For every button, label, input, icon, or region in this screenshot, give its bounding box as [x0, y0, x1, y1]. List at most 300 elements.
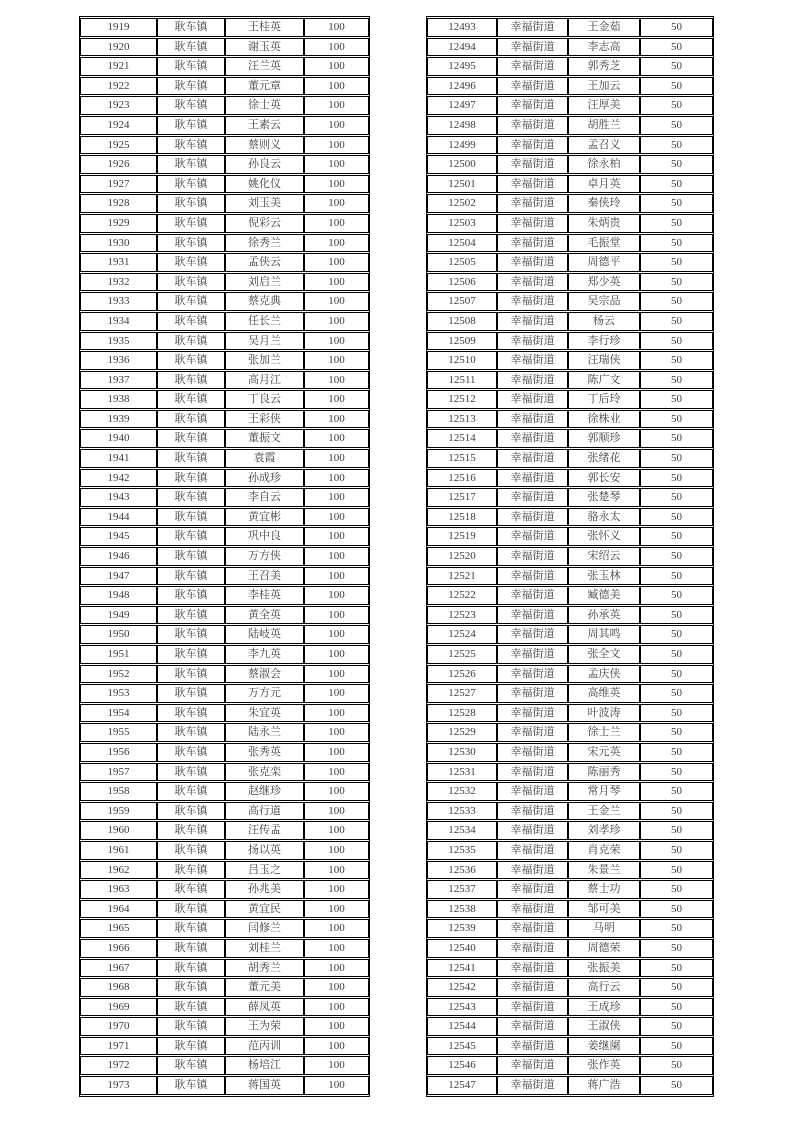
serial-cell: 1940 [80, 429, 157, 448]
region-cell: 幸福街道 [497, 684, 568, 703]
table-row [80, 978, 369, 997]
table-row [427, 763, 713, 782]
amount-cell: 50 [640, 332, 713, 351]
name-cell: 汪兰英 [225, 57, 304, 76]
serial-cell: 12543 [427, 998, 497, 1017]
region-cell: 耿车镇 [157, 919, 225, 938]
table-row [80, 214, 369, 233]
amount-cell: 100 [304, 234, 369, 253]
table-row [427, 410, 713, 429]
name-cell: 王桂英 [225, 18, 304, 37]
table-row [80, 841, 369, 860]
amount-cell: 100 [304, 586, 369, 605]
region-cell: 幸福街道 [497, 253, 568, 272]
amount-cell: 50 [640, 1056, 713, 1075]
amount-cell: 100 [304, 371, 369, 390]
amount-cell: 100 [304, 665, 369, 684]
table-row [80, 959, 369, 978]
serial-cell: 1930 [80, 234, 157, 253]
table-row [80, 508, 369, 527]
name-cell: 王加云 [568, 77, 640, 96]
amount-cell: 100 [304, 1076, 369, 1095]
table-row [80, 96, 369, 115]
serial-cell: 12520 [427, 547, 497, 566]
name-cell: 张加兰 [225, 351, 304, 370]
name-cell: 王金茹 [568, 18, 640, 37]
region-cell: 幸福街道 [497, 861, 568, 880]
region-cell: 耿车镇 [157, 723, 225, 742]
amount-cell: 50 [640, 919, 713, 938]
region-cell: 耿车镇 [157, 527, 225, 546]
amount-cell: 100 [304, 919, 369, 938]
name-cell: 万方侠 [225, 547, 304, 566]
serial-cell: 12500 [427, 155, 497, 174]
name-cell: 叶波涛 [568, 704, 640, 723]
amount-cell: 50 [640, 547, 713, 566]
serial-cell: 1959 [80, 802, 157, 821]
donation-table-left [79, 16, 370, 1097]
region-cell: 耿车镇 [157, 508, 225, 527]
serial-cell: 1942 [80, 469, 157, 488]
serial-cell: 12517 [427, 488, 497, 507]
region-cell: 幸福街道 [497, 821, 568, 840]
serial-cell: 12522 [427, 586, 497, 605]
region-cell: 幸福街道 [497, 18, 568, 37]
region-cell: 幸福街道 [497, 606, 568, 625]
region-cell: 幸福街道 [497, 38, 568, 57]
region-cell: 幸福街道 [497, 880, 568, 899]
table-row [80, 18, 369, 37]
region-cell: 幸福街道 [497, 802, 568, 821]
serial-cell: 12540 [427, 939, 497, 958]
serial-cell: 12535 [427, 841, 497, 860]
table-row [427, 959, 713, 978]
amount-cell: 50 [640, 1017, 713, 1036]
serial-cell: 1962 [80, 861, 157, 880]
region-cell: 幸福街道 [497, 449, 568, 468]
region-cell: 耿车镇 [157, 743, 225, 762]
region-cell: 幸福街道 [497, 136, 568, 155]
amount-cell: 100 [304, 136, 369, 155]
table-row [80, 488, 369, 507]
name-cell: 蒋国英 [225, 1076, 304, 1095]
name-cell: 王素云 [225, 116, 304, 135]
serial-cell: 1946 [80, 547, 157, 566]
name-cell: 巩中良 [225, 527, 304, 546]
serial-cell: 12532 [427, 782, 497, 801]
table-row [427, 469, 713, 488]
table-row [427, 1076, 713, 1095]
amount-cell: 100 [304, 351, 369, 370]
serial-cell: 1944 [80, 508, 157, 527]
region-cell: 幸福街道 [497, 469, 568, 488]
table-row [427, 136, 713, 155]
table-row [80, 312, 369, 331]
table-row [80, 567, 369, 586]
table-row [427, 351, 713, 370]
table-row [427, 116, 713, 135]
region-cell: 耿车镇 [157, 547, 225, 566]
amount-cell: 50 [640, 743, 713, 762]
table-row [427, 273, 713, 292]
name-cell: 杨培江 [225, 1056, 304, 1075]
region-cell: 幸福街道 [497, 919, 568, 938]
name-cell: 孟庆侠 [568, 665, 640, 684]
table-row [80, 351, 369, 370]
name-cell: 张怀义 [568, 527, 640, 546]
name-cell: 黄宜民 [225, 900, 304, 919]
serial-cell: 1923 [80, 96, 157, 115]
name-cell: 卓月英 [568, 175, 640, 194]
region-cell: 耿车镇 [157, 488, 225, 507]
amount-cell: 50 [640, 606, 713, 625]
amount-cell: 50 [640, 880, 713, 899]
table-row [80, 527, 369, 546]
name-cell: 黄宜彬 [225, 508, 304, 527]
region-cell: 幸福街道 [497, 332, 568, 351]
region-cell: 耿车镇 [157, 802, 225, 821]
region-cell: 耿车镇 [157, 312, 225, 331]
serial-cell: 12545 [427, 1037, 497, 1056]
amount-cell: 50 [640, 488, 713, 507]
name-cell: 孙成珍 [225, 469, 304, 488]
serial-cell: 12544 [427, 1017, 497, 1036]
region-cell: 幸福街道 [497, 723, 568, 742]
region-cell: 幸福街道 [497, 312, 568, 331]
table-row [427, 625, 713, 644]
name-cell: 董元美 [225, 978, 304, 997]
serial-cell: 12502 [427, 194, 497, 213]
table-row [427, 1017, 713, 1036]
table-row [427, 18, 713, 37]
serial-cell: 1952 [80, 665, 157, 684]
table-row [427, 704, 713, 723]
table-row [80, 429, 369, 448]
serial-cell: 1934 [80, 312, 157, 331]
name-cell: 马明 [568, 919, 640, 938]
table-row [427, 841, 713, 860]
region-cell: 耿车镇 [157, 567, 225, 586]
amount-cell: 100 [304, 880, 369, 899]
name-cell: 吴宗品 [568, 292, 640, 311]
name-cell: 王彩侠 [225, 410, 304, 429]
serial-cell: 1951 [80, 645, 157, 664]
region-cell: 幸福街道 [497, 351, 568, 370]
table-row [80, 292, 369, 311]
region-cell: 耿车镇 [157, 332, 225, 351]
region-cell: 幸福街道 [497, 214, 568, 233]
region-cell: 耿车镇 [157, 77, 225, 96]
table-row [427, 57, 713, 76]
serial-cell: 1928 [80, 194, 157, 213]
name-cell: 秦侠玲 [568, 194, 640, 213]
table-row [80, 234, 369, 253]
serial-cell: 1935 [80, 332, 157, 351]
amount-cell: 50 [640, 586, 713, 605]
name-cell: 蔡淑会 [225, 665, 304, 684]
region-cell: 耿车镇 [157, 214, 225, 233]
table-row [80, 586, 369, 605]
serial-cell: 1970 [80, 1017, 157, 1036]
amount-cell: 50 [640, 116, 713, 135]
name-cell: 杨云 [568, 312, 640, 331]
amount-cell: 100 [304, 978, 369, 997]
table-row [80, 410, 369, 429]
region-cell: 耿车镇 [157, 351, 225, 370]
amount-cell: 50 [640, 861, 713, 880]
region-cell: 幸福街道 [497, 1056, 568, 1075]
table-row [80, 606, 369, 625]
serial-cell: 12494 [427, 38, 497, 57]
table-row [427, 449, 713, 468]
serial-cell: 1950 [80, 625, 157, 644]
table-row [80, 802, 369, 821]
table-row [427, 194, 713, 213]
region-cell: 幸福街道 [497, 939, 568, 958]
table-row [80, 57, 369, 76]
amount-cell: 50 [640, 802, 713, 821]
name-cell: 李桂英 [225, 586, 304, 605]
name-cell: 徐株业 [568, 410, 640, 429]
serial-cell: 12507 [427, 292, 497, 311]
serial-cell: 12513 [427, 410, 497, 429]
region-cell: 耿车镇 [157, 292, 225, 311]
region-cell: 幸福街道 [497, 998, 568, 1017]
serial-cell: 1919 [80, 18, 157, 37]
table-row [427, 743, 713, 762]
table-row [80, 194, 369, 213]
region-cell: 幸福街道 [497, 959, 568, 978]
serial-cell: 12503 [427, 214, 497, 233]
name-cell: 张绪花 [568, 449, 640, 468]
region-cell: 幸福街道 [497, 194, 568, 213]
table-row [80, 665, 369, 684]
name-cell: 黄全英 [225, 606, 304, 625]
serial-cell: 1949 [80, 606, 157, 625]
serial-cell: 12512 [427, 390, 497, 409]
amount-cell: 50 [640, 567, 713, 586]
table-row [427, 586, 713, 605]
serial-cell: 1964 [80, 900, 157, 919]
serial-cell: 1932 [80, 273, 157, 292]
region-cell: 幸福街道 [497, 488, 568, 507]
region-cell: 耿车镇 [157, 96, 225, 115]
region-cell: 耿车镇 [157, 57, 225, 76]
serial-cell: 12496 [427, 77, 497, 96]
name-cell: 扬以英 [225, 841, 304, 860]
region-cell: 耿车镇 [157, 625, 225, 644]
name-cell: 邹可美 [568, 900, 640, 919]
amount-cell: 50 [640, 998, 713, 1017]
name-cell: 刘玉美 [225, 194, 304, 213]
region-cell: 幸福街道 [497, 155, 568, 174]
table-row [80, 919, 369, 938]
name-cell: 宋绍云 [568, 547, 640, 566]
region-cell: 耿车镇 [157, 273, 225, 292]
amount-cell: 50 [640, 77, 713, 96]
amount-cell: 100 [304, 821, 369, 840]
region-cell: 幸福街道 [497, 704, 568, 723]
amount-cell: 100 [304, 312, 369, 331]
serial-cell: 1948 [80, 586, 157, 605]
serial-cell: 1971 [80, 1037, 157, 1056]
name-cell: 闫修兰 [225, 919, 304, 938]
name-cell: 蔡克典 [225, 292, 304, 311]
table-row [427, 175, 713, 194]
table-row [427, 1037, 713, 1056]
table-row [427, 567, 713, 586]
serial-cell: 1955 [80, 723, 157, 742]
amount-cell: 50 [640, 292, 713, 311]
region-cell: 耿车镇 [157, 763, 225, 782]
name-cell: 郭秀芝 [568, 57, 640, 76]
table-row [80, 625, 369, 644]
serial-cell: 12501 [427, 175, 497, 194]
name-cell: 袁霞 [225, 449, 304, 468]
amount-cell: 50 [640, 96, 713, 115]
amount-cell: 50 [640, 136, 713, 155]
serial-cell: 1925 [80, 136, 157, 155]
serial-cell: 1929 [80, 214, 157, 233]
serial-cell: 12518 [427, 508, 497, 527]
name-cell: 陈丽秀 [568, 763, 640, 782]
region-cell: 耿车镇 [157, 429, 225, 448]
amount-cell: 100 [304, 959, 369, 978]
table-row [427, 38, 713, 57]
amount-cell: 100 [304, 38, 369, 57]
amount-cell: 50 [640, 900, 713, 919]
amount-cell: 100 [304, 998, 369, 1017]
table-row [80, 116, 369, 135]
name-cell: 周德平 [568, 253, 640, 272]
region-cell: 幸福街道 [497, 371, 568, 390]
table-row [80, 1056, 369, 1075]
donation-table-right [426, 16, 714, 1097]
table-row [80, 998, 369, 1017]
table-row [80, 273, 369, 292]
region-cell: 耿车镇 [157, 841, 225, 860]
table-row [80, 939, 369, 958]
amount-cell: 100 [304, 861, 369, 880]
region-cell: 耿车镇 [157, 684, 225, 703]
table-row [427, 77, 713, 96]
serial-cell: 12498 [427, 116, 497, 135]
amount-cell: 50 [640, 253, 713, 272]
region-cell: 幸福街道 [497, 665, 568, 684]
serial-cell: 1966 [80, 939, 157, 958]
region-cell: 幸福街道 [497, 978, 568, 997]
table-row [80, 743, 369, 762]
serial-cell: 12495 [427, 57, 497, 76]
table-row [427, 880, 713, 899]
serial-cell: 1937 [80, 371, 157, 390]
amount-cell: 50 [640, 390, 713, 409]
serial-cell: 12521 [427, 567, 497, 586]
amount-cell: 50 [640, 939, 713, 958]
region-cell: 幸福街道 [497, 841, 568, 860]
serial-cell: 12534 [427, 821, 497, 840]
serial-cell: 1941 [80, 449, 157, 468]
region-cell: 耿车镇 [157, 665, 225, 684]
table-row [427, 900, 713, 919]
table-row [80, 821, 369, 840]
region-cell: 耿车镇 [157, 136, 225, 155]
serial-cell: 12497 [427, 96, 497, 115]
region-cell: 幸福街道 [497, 508, 568, 527]
serial-cell: 1960 [80, 821, 157, 840]
serial-cell: 12511 [427, 371, 497, 390]
name-cell: 任长兰 [225, 312, 304, 331]
serial-cell: 1953 [80, 684, 157, 703]
name-cell: 徐士英 [225, 96, 304, 115]
region-cell: 耿车镇 [157, 978, 225, 997]
name-cell: 高维英 [568, 684, 640, 703]
serial-cell: 1968 [80, 978, 157, 997]
amount-cell: 100 [304, 332, 369, 351]
amount-cell: 100 [304, 292, 369, 311]
amount-cell: 100 [304, 96, 369, 115]
table-row [80, 1037, 369, 1056]
name-cell: 徐士兰 [568, 723, 640, 742]
serial-cell: 12526 [427, 665, 497, 684]
name-cell: 董元章 [225, 77, 304, 96]
name-cell: 孙良云 [225, 155, 304, 174]
table-row [427, 998, 713, 1017]
amount-cell: 100 [304, 273, 369, 292]
amount-cell: 100 [304, 194, 369, 213]
region-cell: 幸福街道 [497, 1076, 568, 1095]
name-cell: 孙承英 [568, 606, 640, 625]
region-cell: 耿车镇 [157, 861, 225, 880]
name-cell: 肖克荣 [568, 841, 640, 860]
name-cell: 孙兆美 [225, 880, 304, 899]
region-cell: 幸福街道 [497, 782, 568, 801]
name-cell: 周德荣 [568, 939, 640, 958]
tables-container [79, 16, 793, 1097]
amount-cell: 50 [640, 469, 713, 488]
table-row [80, 77, 369, 96]
name-cell: 张作英 [568, 1056, 640, 1075]
name-cell: 万方元 [225, 684, 304, 703]
amount-cell: 50 [640, 312, 713, 331]
name-cell: 李志高 [568, 38, 640, 57]
table-row [427, 390, 713, 409]
name-cell: 郭顺珍 [568, 429, 640, 448]
serial-cell: 1969 [80, 998, 157, 1017]
amount-cell: 100 [304, 57, 369, 76]
amount-cell: 100 [304, 625, 369, 644]
amount-cell: 50 [640, 841, 713, 860]
amount-cell: 100 [304, 743, 369, 762]
amount-cell: 50 [640, 194, 713, 213]
serial-cell: 12546 [427, 1056, 497, 1075]
table-row [80, 645, 369, 664]
name-cell: 丁后玲 [568, 390, 640, 409]
name-cell: 王成珍 [568, 998, 640, 1017]
region-cell: 幸福街道 [497, 77, 568, 96]
name-cell: 周其鸣 [568, 625, 640, 644]
serial-cell: 1921 [80, 57, 157, 76]
region-cell: 幸福街道 [497, 527, 568, 546]
amount-cell: 50 [640, 18, 713, 37]
serial-cell: 1961 [80, 841, 157, 860]
serial-cell: 1956 [80, 743, 157, 762]
amount-cell: 100 [304, 116, 369, 135]
region-cell: 耿车镇 [157, 449, 225, 468]
table-row [427, 527, 713, 546]
table-row [80, 900, 369, 919]
region-cell: 耿车镇 [157, 939, 225, 958]
